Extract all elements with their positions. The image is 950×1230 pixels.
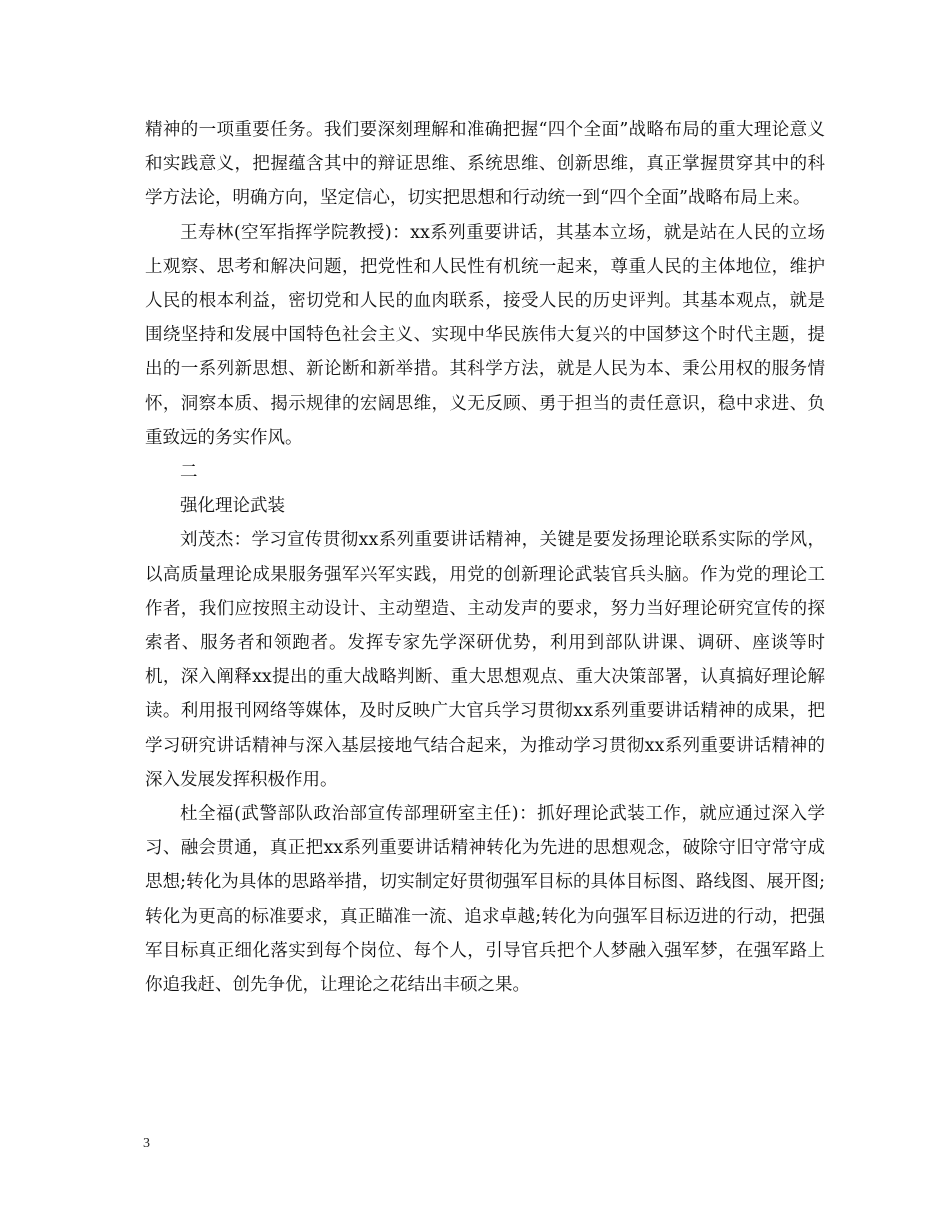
paragraph-2: 王寿林(空军指挥学院教授)：xx系列重要讲话，其基本立场，就是站在人民的立场上观察、思考和解决问题，把党性和人民性有机统一起来，尊重人民的主体地位，维护人民的根本利益，密切党和人民的血肉联系，接受人民的历史评判。其基本观点，就是围绕坚持和发展中国特色社会主义、实现中华民族伟大复兴的中国梦这个时代主题，提出的一系列新思想、新论断和新举措。其科学方法，就是人民为本、秉公用权的服务情怀，洞察本质、揭示规律的宏阔思维，义无反顾、勇于担当的责任意识，稳中求进、负重致远的务实作风。 [145,222,825,448]
page-number: 3 [143,1136,150,1151]
section-heading: 强化理论武装 [180,496,285,517]
document-body [145,113,825,1002]
paragraph-3: 刘茂杰：学习宣传贯彻xx系列重要讲话精神，关键是要发扬理论联系实际的学风，以高质量理论成果服务强军兴军实践，用党的创新理论武装官兵头脑。作为党的理论工作者，我们应按照主动设计、主动塑造、主动发声的要求，努力当好理论研究宣传的探索者、服务者和领跑者。发挥专家先学深研优势，利用到部队讲课、调研、座谈等时机，深入阐释xx提出的重大战略判断、重大思想观点、重大决策部署，认真搞好理论解读。利用报刊网络等媒体，及时反映广大官兵学习贯彻xx系列重要讲话精神的成果，把学习研究讲话精神与深入基层接地气结合起来，为推动学习贯彻xx系列重要讲话精神的深入发展发挥积极作用。 [145,530,825,790]
section-number: 二 [180,462,198,483]
paragraph-1: 精神的一项重要任务。我们要深刻理解和准确把握“四个全面”战略布局的重大理论意义和实践意义，把握蕴含其中的辩证思维、系统思维、创新思维，真正掌握贯穿其中的科学方法论，明确方向，坚定信心，切实把思想和行动统一到“四个全面”战略布局上来。 [145,120,825,209]
paragraph-4: 杜全福(武警部队政治部宣传部理研室主任)：抓好理论武装工作，就应通过深入学习、融会贯通，真正把xx系列重要讲话精神转化为先进的思想观念，破除守旧守常守成思想;转化为具体的思路举措，切实制定好贯彻强军目标的具体目标图、路线图、展开图;转化为更高的标准要求，真正瞄准一流、追求卓越;转化为向强军目标迈进的行动，把强军目标真正细化落实到每个岗位、每个人，引导官兵把个人梦融入强军梦，在强军路上你追我赶、创先争优，让理论之花结出丰硕之果。 [145,804,825,996]
